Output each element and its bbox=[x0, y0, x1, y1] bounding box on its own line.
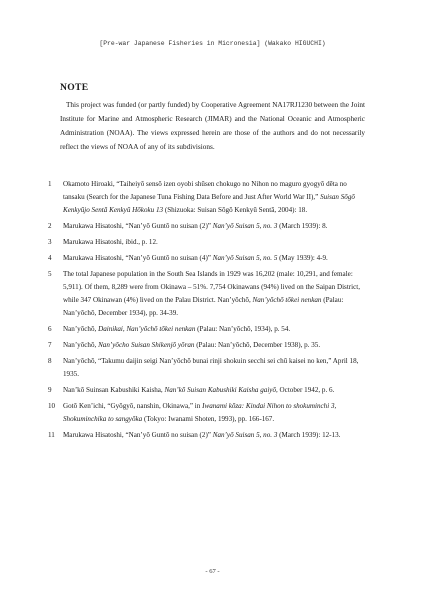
endnote-number: 2 bbox=[48, 221, 52, 230]
endnote-number: 6 bbox=[48, 325, 52, 333]
endnote-4 bbox=[48, 252, 366, 265]
endnote-text: Marukawa Hisatoshi, ibid., p. 12. bbox=[63, 238, 158, 246]
endnote-number: 3 bbox=[48, 238, 52, 246]
endnote-10 bbox=[48, 400, 366, 426]
endnote-text: The total Japanese population in the South Sea Islands in 1929 was 16,202 (male: 10,291, and female: 5,911). Of them, 8,289 were from Okinawa – 51%. 7,754 Okinawans (94%) lived on the Saipan District, while 347 Okinawan (4%) lived on the Palau District. Nan’yōchō, Nan’yōchō tōkei nenkan (Palau: Nan’yōchō, December 1934), pp. 34-39. bbox=[63, 270, 361, 317]
endnote-number: 11 bbox=[48, 431, 55, 440]
endnote-text: Nan’kō Suinsan Kabushiki Kaisha, Nan’kō Suisan Kabushiki Kaisha gaiyō, October 1942, p. 6. bbox=[63, 386, 335, 395]
endnote-text: Okamoto Hiroaki, “Taiheiyō sensō izen oyobi shūsen chokugo no Nihon no maguro gyogyō dēta no tansaku (Search for the Japanese Tuna Fishing Data Before and Just After World War II),” Suisan Sōgō Kenkyūjo Sentā Kenkyū Hōkoku 13 (Shizuoka: Suisan Sōgō Kenkyū Sentā, 2004): 18. bbox=[63, 180, 355, 214]
endnote-6 bbox=[48, 323, 366, 336]
endnote-5 bbox=[48, 268, 366, 320]
endnote-11 bbox=[48, 429, 366, 442]
endnote-2 bbox=[48, 220, 366, 233]
endnote-3 bbox=[48, 236, 366, 249]
note-heading: NOTE bbox=[60, 82, 89, 93]
endnote-text: Marukawa Hisatoshi, “Nan’yō Guntō no suisan (4)” Nan’yō Suisan 5, no. 5 (May 1939): 4-9. bbox=[63, 254, 328, 263]
endnote-number: 7 bbox=[48, 341, 52, 350]
endnote-1 bbox=[48, 178, 366, 217]
endnote-text: Nan’yōchō, Nan’yōcho Suisan Shikenjō yōran (Palau: Nan’yōchō, December 1938), p. 35. bbox=[63, 341, 321, 350]
endnote-number: 10 bbox=[48, 402, 56, 411]
endnote-number: 1 bbox=[48, 180, 52, 188]
endnote-text: Nan’yōchō, “Takumu daijin seigi Nan’yōchō bunai rinji shokuin secchi sei chū kaisei no ken,” April 18, 1935. bbox=[63, 357, 359, 379]
endnote-number: 9 bbox=[48, 386, 52, 395]
note-body: This project was funded (or partly funded) by Cooperative Agreement NA17RJ1230 between the Joint Institute for Marine and Atmospheric Research (JIMAR) and the National Oceanic and Atmospheric Administration (NOAA). The views expressed herein are those of the authors and do not necessarily reflect the views of NOAA of any of its subdivisions. bbox=[60, 101, 365, 152]
endnote-7 bbox=[48, 339, 366, 352]
endnotes-list bbox=[48, 178, 366, 445]
endnote-number: 4 bbox=[48, 254, 52, 263]
endnote-text: Gotō Ken’ichi, “Gyōgyō, nanshin, Okinawa,” in Iwanami kōza: Kindai Nihon to shokuminchi 3, Shokuminchika to sangyōka (Tokyo: Iwanami Shoten, 1993), pp. 166-167. bbox=[63, 402, 337, 424]
endnote-text: Nan’yōchō, Dainikai, Nan’yōchō tōkei nenkan (Palau: Nan’yōchō, 1934), p. 54. bbox=[63, 325, 291, 333]
endnote-text: Marukawa Hisatoshi, “Nan’yō Guntō no suisan (2)” Nan’yō Suisan 5, no. 3 (March 1939): 8. bbox=[63, 221, 328, 230]
endnote-number: 5 bbox=[48, 270, 52, 279]
endnote-number: 8 bbox=[48, 357, 52, 366]
endnote-8 bbox=[48, 355, 366, 381]
endnote-9 bbox=[48, 384, 366, 397]
endnote-text: Marukawa Hisatoshi, “Nan’yō Guntō no suisan (2)” Nan’yō Suisan 5, no. 3 (March 1939): 12-13. bbox=[63, 431, 341, 440]
running-header: [Pre-war Japanese Fisheries in Micronesia] (Wakako HIGUCHI) bbox=[99, 40, 326, 47]
page-number: - 67 - bbox=[205, 568, 220, 575]
